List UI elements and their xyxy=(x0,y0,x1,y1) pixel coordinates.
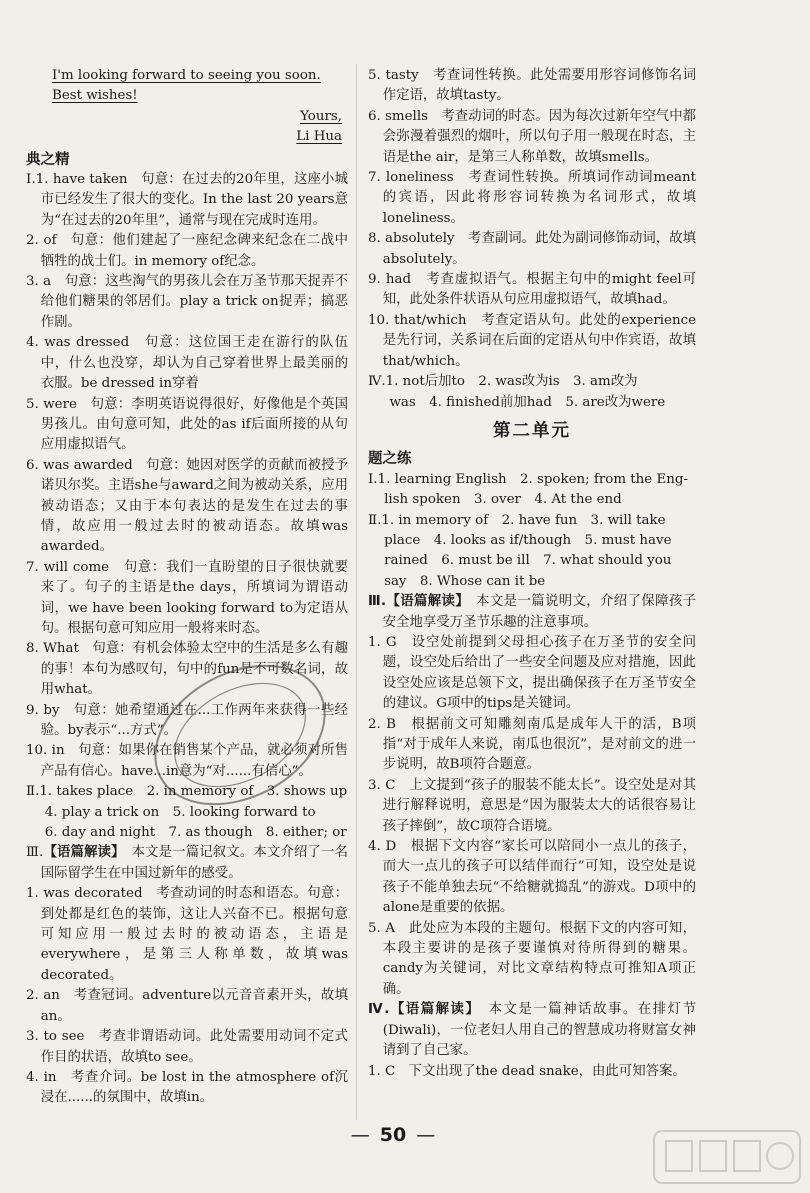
practice-1-line-1: Ⅰ.1. learning English 2. spoken; from the Eng- xyxy=(368,471,688,487)
practice-3-4: 4. D 根据下文内容“家长可以陪同小一点儿的孩子，而大一点儿的孩子可以结伴而行”可知，设空处是说孩子不能单独去玩“不给糖就捣乱”的游戏。D项中的alone是重要的依据。 xyxy=(368,839,696,916)
practice-2-line-1: Ⅱ.1. in memory of 2. have fun 3. will take xyxy=(368,512,666,528)
answer-3-10: 10. that/which 考查定语从句。此处的experience是先行词，关系词在后面的定语从句中作宾语，故填that/which。 xyxy=(368,312,696,369)
practice-2-line-4: say 8. Whose can it be xyxy=(384,573,546,589)
answer-3-7: 7. loneliness 考查词性转换。所填词作动词meant的宾语，因此将形容词转换为名词形式，故填loneliness。 xyxy=(368,170,696,226)
page-number: — 50 — xyxy=(350,1124,436,1146)
answer-1-7: 7. will come 句意：我们一直盼望的日子很快就要来了。句子的主语是the days，所填词为谓语动词，we have been looking forward to为定语从句。根据句意可知应用一般将来时态。 xyxy=(26,559,348,636)
answer-3-3: 3. to see 考查非谓语动词。此处需要用动词不定式作目的状语，故填to see。 xyxy=(26,1029,348,1065)
column-divider xyxy=(356,64,357,1120)
letter-sign-name: Li Hua xyxy=(296,129,342,145)
answer-3-6: 6. smells 考查动词的时态。因为每次过新年空气中都会弥漫着强烈的烟叶，所以句子用一般现在时态，主语是the air，是第三人称单数，故填smells。 xyxy=(368,108,696,165)
answer-3-9: 9. had 考查虚拟语气。根据主句中的might feel可知，此处条件状语从句应用虚拟语气，故填had。 xyxy=(368,272,696,308)
letter-line-1: I'm looking forward to seeing you soon. xyxy=(52,68,321,83)
answer-1-1: Ⅰ.1. have taken 句意：在过去的20年里，这座小城市已经发生了很大的变化。In the last 20 years意为“在过去的20年里”，通常与现在完成时连用。 xyxy=(26,172,348,228)
answer-1-10: 10. in 句意：如果你在销售某个产品，就必须对所售产品有信心。have...in意为“对......有信心”。 xyxy=(26,743,348,779)
practice-3-5: 5. A 此处应为本段的主题句。根据下文的内容可知，本段主要讲的是孩子要谨慎对待所得到的糖果。candy为关键词，对比文章结构特点可推知A项正确。 xyxy=(368,920,696,997)
practice-2-line-3: rained 6. must be ill 7. what should you xyxy=(384,553,672,569)
answer-1-5: 5. were 句意：李明英语说得很好，好像他是个英国男孩儿。由句意可知，此处的as if后面所接的从句应用虚拟语气。 xyxy=(26,396,348,453)
answer-1-3: 3. a 句意：这些淘气的男孩儿会在万圣节那天捉弄不给他们糖果的邻居们。play a trick on捉弄；搞恶作剧。 xyxy=(26,274,348,330)
practice-4-1: 1. C 下文出现了the dead snake，由此可知答案。 xyxy=(368,1063,686,1079)
answer-3-4: 4. in 考查介词。be lost in the atmosphere of沉浸在......的氛围中，故填in。 xyxy=(26,1069,348,1106)
answer-1-9: 9. by 句意：她希望通过在...工作两年来获得一些经验。by表示“...方式”。 xyxy=(26,702,348,738)
answer-3-2: 2. an 考查冠词。adventure以元音音素开头，故填an。 xyxy=(26,988,348,1024)
left-column xyxy=(26,66,348,1109)
practice-3-2: 2. B 根据前文可知雕刻南瓜是成年人干的活，B项指“对于成年人来说，南瓜也很沉”，是对前文的进一步说明，故B项符合题意。 xyxy=(368,716,696,773)
answer-1-2: 2. of 句意：他们建起了一座纪念碑来纪念在二战中牺牲的战士们。in memory of纪念。 xyxy=(26,233,348,269)
letter-line-2: Best wishes! xyxy=(52,88,138,104)
answer-1-6: 6. was awarded 句意：她因对医学的贡献而被授予诺贝尔奖。主语she与award之间为被动关系，应用被动语态；又由于本句表达的是发生在过去的事情，故应用一般过去时的被动语态。故填was awarded。 xyxy=(26,457,348,555)
section-head-dianzhijing: 典之精 xyxy=(26,151,70,168)
answer-3-5: 5. tasty 考查词性转换。此处需要用形容词修饰名词作定语，故填tasty。 xyxy=(368,68,696,104)
right-column xyxy=(368,66,696,1082)
section-head-tizhilian: 题之练 xyxy=(368,451,412,468)
practice-1-line-2: lish spoken 3. over 4. At the end xyxy=(384,492,622,508)
practice-2-line-2: place 4. looks as if/though 5. must have xyxy=(384,532,672,548)
answer-3-8: 8. absolutely 考查副词。此处为副词修饰动词，故填absolutely。 xyxy=(368,231,696,267)
answer-1-4: 4. was dressed 句意：这位国王走在游行的队伍中，什么也没穿，却认为自己穿着世界上最美丽的衣服。be dressed in穿着 xyxy=(26,335,348,392)
answer-2-line-1: Ⅱ.1. takes place 2. in memory of 3. shows up xyxy=(26,784,348,800)
answer-4-line-1: Ⅳ.1. not后加to 2. was改为is 3. am改为 xyxy=(368,374,638,390)
answer-4-line-2: was 4. finished前加had 5. are改为were xyxy=(389,394,666,410)
answer-2-line-2: 4. play a trick on 5. looking forward to xyxy=(44,804,316,820)
reading-summary-practice-3: Ⅲ.【语篇解读】 本文是一篇说明文，介绍了保障孩子安全地享受万圣节乐趣的注意事项。 xyxy=(368,594,697,630)
answer-3-1: 1. was decorated 考查动词的时态和语态。句意：到处都是红色的装饰，这让人兴奋不已。根据句意可知应用一般过去时的被动语态，主语是everywhere，是第三人称单数，故填was decorated。 xyxy=(26,886,348,983)
reading-summary-3: Ⅲ.【语篇解读】 本文是一篇记叙文。本文介绍了一名国际留学生在中国过新年的感受。 xyxy=(26,845,349,881)
letter-sign-yours: Yours, xyxy=(300,108,342,124)
reading-summary-practice-4: Ⅳ.【语篇解读】 本文是一篇神话故事。在排灯节(Diwali)，一位老妇人用自己的智慧成功将财富女神请到了自己家。 xyxy=(368,1002,696,1059)
answer-2-line-3: 6. day and night 7. as though 8. either; or xyxy=(44,825,347,841)
unit-title: 第二单元 xyxy=(493,420,571,441)
site-logo-icon xyxy=(652,1127,802,1187)
practice-3-1: 1. G 设空处前提到父母担心孩子在万圣节的安全问题，设空处后给出了一些安全问题及应对措施，因此设空处应该是总领下文，提出确保孩子在万圣节安全的建议。G项中的tips是关键词。 xyxy=(368,634,696,712)
practice-3-3: 3. C 上文提到“孩子的服装不能太长”。设空处是对其进行解释说明，意思是“因为服装太大的话很容易让孩子摔倒”，故C项符合语境。 xyxy=(368,777,696,834)
answer-1-8: 8. What 句意：有机会体验太空中的生活是多么有趣的事！本句为感叹句，句中的fun是不可数名词，故用what。 xyxy=(26,641,348,698)
